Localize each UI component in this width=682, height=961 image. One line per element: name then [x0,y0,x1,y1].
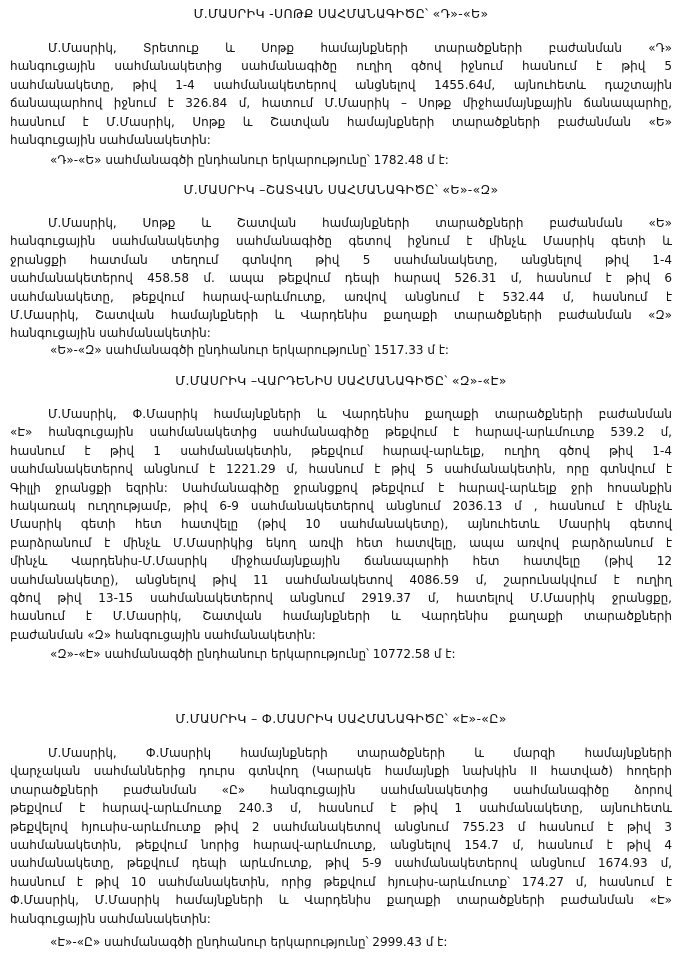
section-heading: Մ.ՄԱՍՐԻԿ – Փ.ՄԱՍՐԻԿ ՍԱՀՄԱՆԱԳԻԾԸ՝ «Է»-«Ը» [175,711,507,726]
paragraph-line: վարչական սահմաններից դուրս գտնվող (Կարակե համայնքի նախկին II հատված) հողերի [10,764,672,779]
paragraph-line: բարձրանում է մինչև Մ.Մասրիկից եկող առվի հետ հատվելը, ապա առվով բարձրանում է [10,535,672,550]
paragraph-line: Մ.Մասրիկ, Փ.Մասրիկ համայնքների տարածքների և մարզի համայնքների [48,746,672,760]
section-heading: Մ.ՄԱՍՐԻԿ –ՇԱՏՎԱՆ ՍԱՀՄԱՆԱԳԻԾԸ՝ «Ե»-«Զ» [183,182,499,197]
paragraph-line: սահմանակետը, թիվ 1-4 սահմանակետերով անցնելով 1455.64մ, այնուհետև դաշտային [10,77,672,92]
paragraph-line: մինչև Վարդենիս-Մ.Մասրիկ միջհամայնքային ճանապարհի հետ հատվելը (թիվ 12 [10,554,672,569]
boundary-length-summary: «Ե»-«Զ» սահմանագծի ընդհանուր երկարությունը՝ 1517.33 մ է: [50,343,449,357]
paragraph-line: Մ.Մասրիկ, Սոթք և Շատվան համայնքների տարածքների բաժանման «Ե» [48,216,672,230]
paragraph-line: հասնում է Մ.Մասրիկ, Շատվան համայնքների և Վարդենիս քաղաքի տարածքների [10,609,672,624]
paragraph-line: սահմանակետերով 458.58 մ. ապա թեքվում դեպի հարավ 526.31 մ, հասնում է թիվ 6 [10,271,672,286]
section-paragraph [10,39,672,149]
boundary-length-summary: «Է»-«Ը» սահմանագծի ընդհանուր երկարությունը՝ 2999.43 մ է: [50,935,448,949]
paragraph-line: հասնում է թիվ 1 սահմանակետին, թեքվում հարավ-արևելք, ուղիղ գծով թիվ 1-4 [10,443,672,458]
section-paragraph [10,214,672,343]
paragraph-line: Մասրիկ գետի հետ հատվելը (թիվ 10 սահմանակետը), այնուհետև Մասրիկ գետով [10,517,672,532]
paragraph-line: սահմանակետը, թեքվում դեպի արևմուտք, թիվ 5-9 սահմանակետերով անցնում 1674.93 մ, [10,856,672,871]
section-heading: Մ.ՄԱՍՐԻԿ –ՎԱՐԴԵՆԻՍ ՍԱՀՄԱՆԱԳԻԾԸ՝ «Զ»-«Է» [175,373,507,388]
paragraph-line: սահմանակետը), անցնելով թիվ 11 սահմանակետով 4086.59 մ, շարունակվում է ուղիղ [10,572,672,587]
paragraph-line: հանգուցային սահմանակետից սահմանագիծը գետով իջնում է մինչև Մասրիկ գետի և [10,234,672,249]
paragraph-line: գծով թիվ 13-15 սահմանակետերով անցնում 2919.37 մ, հատելով Մ.Մասրիկ ջրանցքը, [10,590,672,605]
paragraph-line: տարածքների բաժանման «Ը» հանգուցային սահմանակետից սահմանագիծը ձորով [10,782,672,797]
paragraph-line: հասնում է թիվ 10 սահմանակետին, որից թեքվում հյուսիս-արևմուտք՝ 174.27 մ, հասնում է [10,874,672,889]
paragraph-line: Գիլլի ջրանցքի եզրին: Սահմանագիծը ջրանցքով թեքվում է հարավ-արևելք ջրի հոսանքին [10,480,672,495]
paragraph-line: թեքվելով հյուսիս-արևմուտք թիվ 2 սահմանակետով անցնում 755.23 մ հասնում է թիվ 3 [10,819,672,834]
section-heading: Մ.ՄԱՍՐԻԿ -ՍՈԹՔ ՍԱՀՄԱՆԱԳԻԾԸ՝ «Դ»-«Ե» [193,6,489,21]
paragraph-line: թեքվում է հարավ-արևմուտք 240.3 մ, հասնում է թիվ 1 սահմանակետը, այնուհետև [10,801,672,816]
paragraph-line: սահմանակետին, թեքվում նորից հարավ-արևմուտք, անցնելով 154.7 մ, հասնում է թիվ 4 [10,837,672,852]
paragraph-line: հանգուցային սահմանակետից սահմանագիծը ուղիղ գծով իջնում հասնում է թիվ 5 [10,59,672,74]
paragraph-line: Մ.Մասրիկ, Շատվան համայնքների և Վարդենիս քաղաքի տարածքների բաժանման «Զ» [10,307,672,322]
paragraph-line: սահմանակետերով անցնում է 1221.29 մ, հասնում է թիվ 5 սահմանակետին, որը գտնվում է [10,462,672,477]
paragraph-line: բաժանման «Զ» հանգուցային սահմանակետին: [10,627,316,642]
paragraph-line: Մ.Մասրիկ, Փ.Մասրիկ համայնքների և Վարդենիս քաղաքի տարածքների բաժանման [48,407,672,421]
paragraph-line: հանգուցային սահմանակետին: [10,326,211,341]
paragraph-line: ջրանցքի հատման տեղում գտնվող թիվ 5 սահմանակետը, անցնելով թիվ 1-4 [10,252,672,267]
paragraph-line: հանգուցային սահմանակետին: [10,132,211,147]
section-paragraph [10,744,672,928]
boundary-length-summary: «Զ»-«Է» սահմանագծի ընդհանուր երկարությունը՝ 10772.58 մ է: [50,647,456,661]
paragraph-line: սահմանակետը, թեքվում հարավ-արևմուտք, առվով անցնում է 532.44 մ, հասնում է [10,289,672,304]
paragraph-line: հակառակ ուղղությամբ, թիվ 6-9 սահմանակետերով անցնում 2036.13 մ , հասնում է մինչև [10,498,672,513]
paragraph-line: ճանապարհով իջնում է 326.84 մ, հատում Մ.Մասրիկ – Սոթք միջհամայնքային ճանապարհը, [10,96,672,111]
paragraph-line: հանգուցային սահմանակետին: [10,911,211,926]
boundary-length-summary: «Դ»-«Ե» սահմանագծի ընդհանուր երկարությունը՝ 1782.48 մ է: [50,153,449,167]
paragraph-line: Մ.Մասրիկ, Տրետուք և Սոթք համայնքների տարածքների բաժանման «Դ» [48,41,672,55]
section-paragraph [10,405,672,644]
paragraph-line: հասնում է Մ.Մասրիկ, Սոթք և Շատվան համայնքների տարածքների բաժանման «Ե» [10,114,672,129]
paragraph-line: Փ.Մասրիկ, Մ.Մասրիկ համայնքների և Վարդենիս քաղաքի տարածքների բաժանման «Է» [10,893,672,908]
paragraph-line: «Է» հանգուցային սահմանակետից սահմանագիծը թեքվում է հարավ-արևմուտք 539.2 մ, [10,425,672,440]
